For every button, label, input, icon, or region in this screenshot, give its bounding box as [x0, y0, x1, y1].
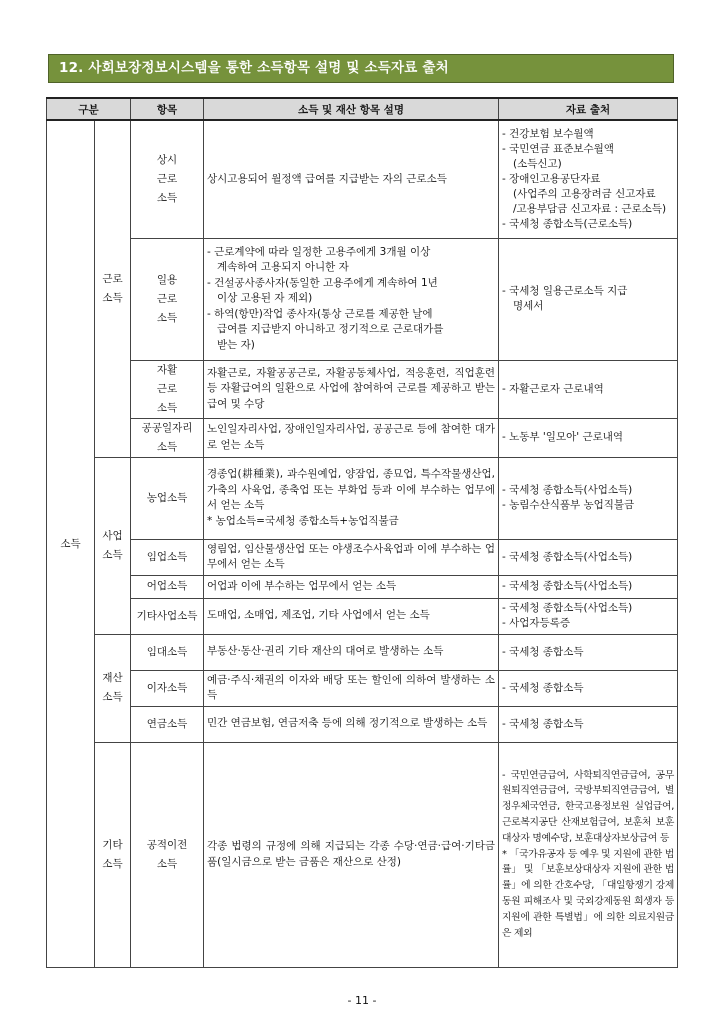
- item-cell: [131, 418, 204, 457]
- table-row: [47, 706, 678, 742]
- source-line: - 국세청 종합소득(사업소득): [502, 550, 633, 563]
- description-line: 이상 고용된 자 제외): [217, 292, 313, 305]
- source-line: - 농림수산식품부 농업직불금: [502, 499, 635, 511]
- source-cell: [499, 598, 678, 634]
- source-line: - 국민연금급여, 사학퇴직연금급여, 공무원퇴직연금급여, 국방부퇴직연금급여, 별정우체국연금, 한국고용정보원 실업급여, 근로복지공단 산재보험급여, 보훈처 보훈대상자 명예수당, 보훈대상자보상급여 등: [502, 769, 675, 844]
- description-cell: [204, 457, 499, 539]
- source-cell: [499, 539, 678, 575]
- description-line: - 하역(항만)작업 종사자(통상 근로를 제공한 날에: [207, 307, 433, 320]
- item-cell: [131, 120, 204, 238]
- item-label-line: 어업소득: [146, 580, 188, 592]
- table-row: [47, 457, 678, 539]
- item-cell: [131, 457, 204, 539]
- income-source-table: [46, 97, 678, 968]
- item-label-line: 소득: [156, 191, 178, 204]
- source-line: - 국민연금 표준보수월액: [502, 142, 614, 155]
- group-label-line: 기타: [102, 838, 123, 851]
- source-cell: [499, 706, 678, 742]
- source-cell: [499, 575, 678, 598]
- group-business-cell: [95, 457, 131, 634]
- description-line: 계속하여 고용되지 아니한 자: [217, 261, 349, 274]
- source-line: (소득신고): [513, 157, 562, 170]
- table-row: [47, 742, 678, 967]
- description-line: 자활근로, 자활공공근로, 자활공동체사업, 적응훈련, 직업훈련 등 자활급여의 일환으로 사업에 참여하여 근로를 제공하고 받는 급여 및 수당: [207, 366, 496, 410]
- source-line: - 건강보험 보수월액: [502, 127, 594, 140]
- item-label-line: 근로: [156, 172, 178, 185]
- item-label-line: 이자소득: [146, 681, 188, 694]
- group-property-cell: [95, 634, 131, 742]
- source-line: - 국세청 일용근로소득 지급: [502, 285, 628, 297]
- item-label-line: 소득: [156, 857, 178, 870]
- table-row: [47, 634, 678, 670]
- item-label-line: 소득: [156, 401, 178, 414]
- group-label-line: 소득: [102, 857, 123, 870]
- source-line: 명세서: [513, 300, 544, 312]
- table-row: [47, 539, 678, 575]
- group-labor-cell: [95, 120, 131, 457]
- source-line: - 장애인고용공단자료: [502, 172, 601, 185]
- source-cell: [499, 418, 678, 457]
- item-label-line: 근로: [156, 292, 178, 305]
- table-row: [47, 360, 678, 418]
- group-other-cell: [95, 742, 131, 967]
- source-line: - 국세청 종합소득: [502, 645, 584, 658]
- description-line: 도매업, 소매업, 제조업, 기타 사업에서 얻는 소득: [207, 609, 430, 622]
- source-line: - 국세청 종합소득: [502, 717, 584, 730]
- description-line: 어업과 이에 부수하는 업무에서 얻는 소득: [207, 579, 397, 592]
- table-row: [47, 575, 678, 598]
- item-label-line: 농업소득: [146, 491, 188, 504]
- item-label-line: 임대소득: [146, 645, 188, 658]
- group-label-line: 사업: [102, 529, 123, 542]
- source-line: * 「국가유공자 등 예우 및 지원에 관한 법률」 및 「보훈보상대상자 지원에 관한 법률」에 의한 간호수당, 「대일항쟁기 강제동원 피해조사 및 국외강제동원 희생자 등 지원에 관한 특별법」에 의한 의료지원금은 제외: [502, 848, 675, 939]
- item-label-line: 임업소득: [146, 550, 188, 563]
- item-label-line: 근로: [156, 382, 178, 395]
- table-row: [47, 418, 678, 457]
- table-header-row: [47, 98, 678, 120]
- item-cell: [131, 539, 204, 575]
- section-title: 12. 사회보장정보시스템을 통한 소득항목 설명 및 소득자료 출처: [48, 54, 674, 83]
- description-line: 상시고용되어 월정액 급여를 지급받는 자의 근로소득: [207, 172, 447, 185]
- description-cell: [204, 598, 499, 634]
- group-label-line: 재산: [102, 672, 123, 684]
- source-line: - 국세청 종합소득(사업소득): [502, 602, 633, 614]
- description-line: - 근로계약에 따라 일정한 고용주에게 3개월 이상: [207, 245, 431, 258]
- source-line: - 국세청 종합소득(사업소득): [502, 484, 633, 496]
- group-label-line: 소득: [102, 691, 123, 703]
- description-cell: [204, 238, 499, 360]
- description-cell: [204, 120, 499, 238]
- source-cell: [499, 238, 678, 360]
- header-source: 자료 출처: [499, 98, 678, 120]
- description-line: 노인일자리사업, 장애인일자리사업, 공공근로 등에 참여한 대가로 얻는 소득: [207, 423, 496, 451]
- item-label-line: 연금소득: [146, 717, 188, 730]
- description-line: 경종업(耕種業), 과수원예업, 양잠업, 종묘업, 특수작물생산업, 가축의 사육업, 종축업 또는 부화업 등과 이에 부수하는 업무에서 얻는 소득: [207, 468, 496, 511]
- source-cell: [499, 360, 678, 418]
- source-cell: [499, 742, 678, 967]
- item-cell: [131, 575, 204, 598]
- item-cell: [131, 742, 204, 967]
- description-line: 각종 법령의 규정에 의해 지급되는 각종 수당·연금·급여·기타금품(일시금으로 받는 금품은 재산으로 산정): [207, 840, 496, 868]
- source-cell: [499, 670, 678, 706]
- description-line: 받는 자): [217, 338, 255, 351]
- top-category-cell: 소득: [47, 120, 95, 967]
- source-line: - 국세청 종합소득(사업소득): [502, 580, 633, 592]
- description-cell: [204, 539, 499, 575]
- item-cell: [131, 634, 204, 670]
- header-description: 소득 및 재산 항목 설명: [204, 98, 499, 120]
- item-label-line: 자활: [156, 363, 178, 376]
- item-cell: [131, 598, 204, 634]
- item-cell: [131, 360, 204, 418]
- item-label-line: 공공일자리: [141, 421, 193, 434]
- group-label-line: 근로: [102, 272, 123, 285]
- source-line: - 국세청 종합소득: [502, 681, 584, 694]
- header-item: 항목: [131, 98, 204, 120]
- item-label-line: 기타사업소득: [136, 609, 198, 622]
- source-cell: [499, 457, 678, 539]
- source-line: - 사업자등록증: [502, 617, 570, 629]
- source-cell: [499, 120, 678, 238]
- group-label-line: 소득: [102, 291, 123, 304]
- item-label-line: 공적이전: [146, 838, 188, 851]
- description-cell: [204, 360, 499, 418]
- description-cell: [204, 706, 499, 742]
- item-cell: [131, 238, 204, 360]
- description-cell: [204, 575, 499, 598]
- description-line: 부동산·동산·권리 기타 재산의 대여로 발생하는 소득: [207, 645, 444, 658]
- description-cell: [204, 418, 499, 457]
- item-label-line: 소득: [156, 311, 178, 324]
- description-line: 민간 연금보험, 연금저축 등에 의해 정기적으로 발생하는 소득: [207, 717, 488, 730]
- item-cell: [131, 706, 204, 742]
- description-cell: [204, 670, 499, 706]
- description-line: * 농업소득=국세청 종합소득+농업직불금: [207, 514, 399, 527]
- header-category: 구분: [47, 98, 131, 120]
- table-row: [47, 670, 678, 706]
- source-line: - 자활근로자 근로내역: [502, 382, 604, 395]
- table-row: [47, 120, 678, 238]
- description-line: 급여를 지급받지 아니하고 정기적으로 근로대가를: [217, 323, 444, 336]
- item-label-line: 일용: [156, 273, 178, 286]
- item-label-line: 소득: [156, 440, 178, 453]
- description-line: - 건설공사종사자(동일한 고용주에게 계속하여 1년: [207, 276, 438, 289]
- description-cell: [204, 634, 499, 670]
- table-row: [47, 598, 678, 634]
- group-label-line: 소득: [102, 548, 123, 561]
- description-cell: [204, 742, 499, 967]
- item-cell: [131, 670, 204, 706]
- source-line: - 노동부 '일모아' 근로내역: [502, 431, 624, 443]
- source-cell: [499, 634, 678, 670]
- description-line: 예금·주식·채권의 이자와 배당 또는 할인에 의하여 발생하는 소득: [207, 673, 496, 701]
- description-line: 영림업, 임산물생산업 또는 야생조수사육업과 이에 부수하는 업무에서 얻는 소득: [207, 542, 496, 570]
- item-label-line: 상시: [156, 153, 178, 166]
- source-line: - 국세청 종합소득(근로소득): [502, 217, 633, 230]
- source-line: /고용부담금 신고자료 : 근로소득): [513, 202, 667, 215]
- table-row: [47, 238, 678, 360]
- page-number: - 11 -: [347, 994, 377, 1007]
- source-line: (사업주의 고용장려금 신고자료: [513, 187, 656, 200]
